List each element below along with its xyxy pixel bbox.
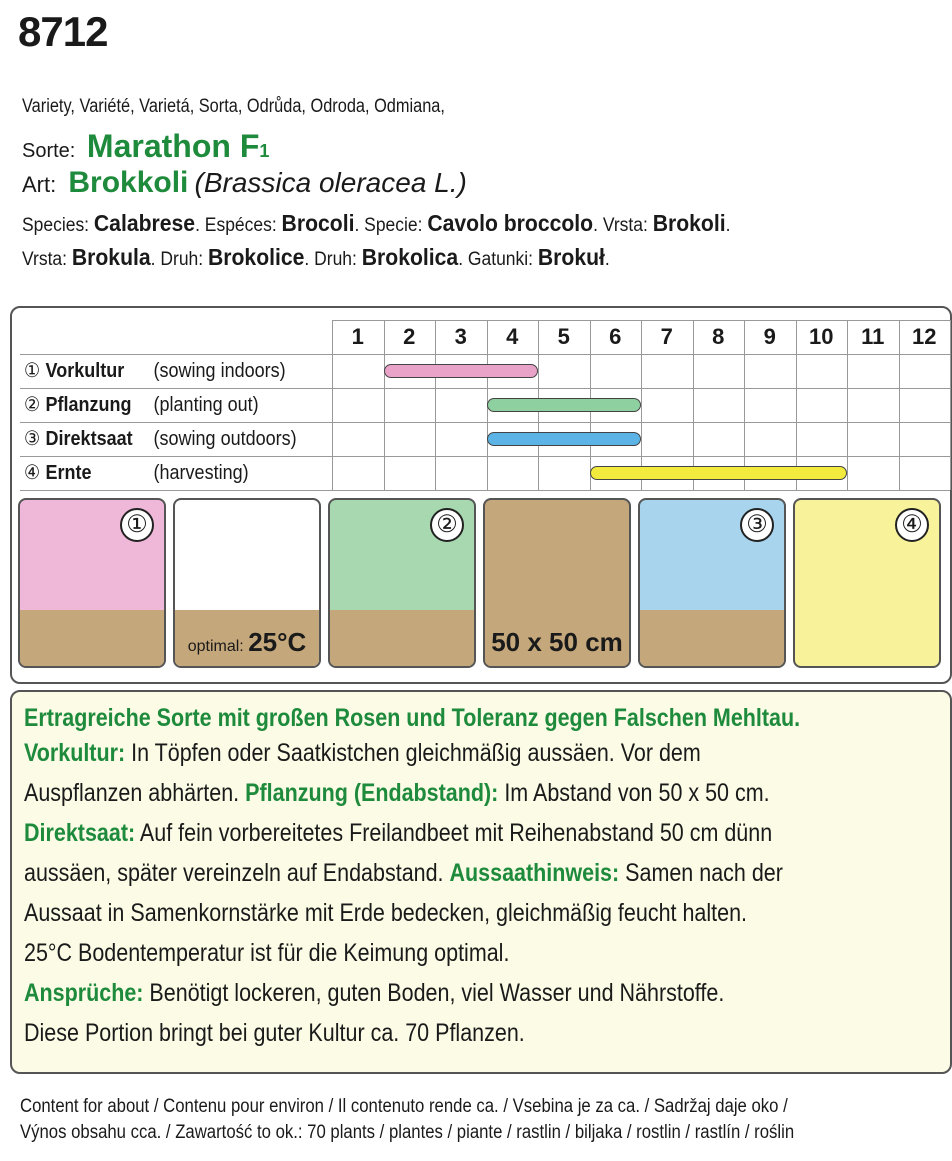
instructions-text: Diese Portion bringt bei guter Kultur ca. 70 Pflanzen. — [24, 1019, 525, 1047]
product-code: 8712 — [18, 8, 108, 55]
instructions-text: aussäen, später vereinzeln auf Endabstand. — [24, 859, 450, 887]
instructions-line — [24, 933, 820, 973]
calendar-row-translation: (harvesting) — [153, 462, 249, 484]
calendar-row-number: ② — [24, 394, 41, 416]
species-tail: . — [150, 249, 161, 270]
instructions-text: Samen nach der — [619, 859, 783, 887]
species-line-1 — [22, 210, 730, 237]
sorte-label: Sorte: — [22, 140, 76, 162]
species-tail: . — [593, 215, 603, 236]
instructions-line — [24, 733, 820, 773]
calendar-month: 8 — [712, 324, 725, 349]
species-name: Brokoli — [652, 210, 726, 236]
pictogram-card — [173, 498, 321, 668]
calendar-gridline — [20, 490, 950, 491]
calendar-month: 7 — [660, 324, 673, 349]
pictogram-card — [18, 498, 166, 668]
calendar-bar — [384, 364, 539, 378]
instructions-headline: Ertragreiche Sorte mit großen Rosen und Toleranz gegen Falschen Mehltau. — [24, 704, 801, 732]
sorte-line — [22, 128, 269, 165]
calendar-row-name: Direktsaat — [45, 428, 133, 450]
species-tail: . — [304, 249, 315, 270]
species-label: Vrsta: — [22, 249, 72, 270]
species-tail: . — [458, 249, 468, 270]
calendar-row-translation: (sowing indoors) — [153, 360, 286, 382]
instructions-text: Auf fein vorbereitetes Freilandbeet mit Reihenabstand 50 cm dünn — [135, 819, 773, 847]
art-label: Art: — [22, 172, 57, 197]
pictogram-card — [638, 498, 786, 668]
art-name: Brokkoli — [68, 166, 189, 199]
calendar-month: 1 — [351, 324, 364, 349]
calendar-month: 6 — [609, 324, 622, 349]
species-name: Brocoli — [281, 210, 355, 236]
art-latin: (Brassica oleracea L.) — [194, 167, 467, 198]
calendar-bar — [590, 466, 848, 480]
step-badge: ② — [430, 508, 464, 542]
species-name: Calabrese — [93, 210, 196, 236]
species-label: Species: — [22, 215, 94, 236]
art-line — [22, 166, 467, 200]
instructions-line — [24, 773, 820, 813]
instructions-line — [24, 813, 820, 853]
species-label: Druh: — [160, 249, 208, 270]
soil-layer — [330, 610, 474, 666]
calendar-row-number: ① — [24, 360, 41, 382]
calendar-bar — [487, 432, 642, 446]
instructions-text: Aussaat in Samenkornstärke mit Erde bedecken, gleichmäßig feucht halten. — [24, 899, 748, 927]
calendar-row-number: ③ — [24, 428, 41, 450]
soil-layer — [20, 610, 164, 666]
species-tail: . — [195, 215, 205, 236]
pictogram-label — [175, 627, 319, 658]
instructions-body — [24, 733, 950, 1053]
calendar-row-name: Ernte — [45, 462, 92, 484]
pictogram-card — [483, 498, 631, 668]
calendar-bar — [487, 398, 642, 412]
species-tail: . — [354, 215, 365, 236]
calendar-row-label — [24, 422, 297, 456]
instructions-keyword: Vorkultur: — [24, 739, 126, 767]
species-name: Brokolice — [207, 244, 305, 270]
calendar-row-translation: (planting out) — [153, 394, 259, 416]
species-label: Vrsta: — [602, 215, 653, 236]
content-footer — [20, 1094, 794, 1146]
calendar-row-translation: (sowing outdoors) — [153, 428, 297, 450]
calendar-row-number: ④ — [24, 462, 41, 484]
instructions-line — [24, 973, 820, 1013]
footer-line-2: Výnos obsahu cca. / Zawartość to ok.: 70 plants / plantes / piante / rastlin / biljaka / rostlin / rastlín / roślin — [20, 1122, 795, 1143]
instructions-box — [10, 690, 952, 1074]
calendar-gridline — [950, 320, 951, 490]
calendar-month: 3 — [454, 324, 467, 349]
instructions-text: In Töpfen oder Saatkistchen gleichmäßig aussäen. Vor dem — [125, 739, 701, 767]
instructions-keyword: Ansprüche: — [24, 979, 144, 1007]
instructions-keyword: Aussaathinweis: — [449, 859, 620, 887]
instructions-text: 25°C Bodentemperatur ist für die Keimung optimal. — [24, 939, 510, 967]
instructions-keyword: Direktsaat: — [24, 819, 136, 847]
instructions-text: Auspflanzen abhärten. — [24, 779, 246, 807]
species-name: Brokula — [71, 244, 151, 270]
step-badge: ④ — [895, 508, 929, 542]
step-badge: ③ — [740, 508, 774, 542]
sorte-sub: 1 — [259, 141, 270, 161]
pictogram-label-value: 50 x 50 cm — [491, 627, 623, 657]
instructions-line — [24, 1013, 820, 1053]
species-name: Cavolo broccolo — [427, 210, 594, 236]
pictogram-label-prefix: optimal: — [187, 638, 249, 655]
pictogram-label-value: 25°C — [248, 627, 307, 657]
pictogram-card — [328, 498, 476, 668]
species-line-2 — [22, 244, 610, 271]
calendar-month: 9 — [763, 324, 776, 349]
species-label: Espéces: — [204, 215, 282, 236]
instructions-text: Im Abstand von 50 x 50 cm. — [498, 779, 770, 807]
calendar-month: 12 — [912, 324, 937, 349]
calendar-month: 11 — [861, 324, 885, 349]
footer-line-1: Content for about / Contenu pour environ / Il contenuto rende ca. / Vsebina je za ca. / Sadržaj daje oko / — [20, 1096, 788, 1117]
species-name: Brokolica — [361, 244, 459, 270]
species-name: Brokuł — [537, 244, 605, 270]
sowing-calendar-panel — [10, 306, 952, 684]
soil-layer — [640, 610, 784, 666]
species-tail: . — [604, 249, 610, 270]
sorte-name: Marathon F — [86, 128, 260, 164]
species-label: Gatunki: — [467, 249, 538, 270]
instructions-keyword: Pflanzung (Endabstand): — [245, 779, 499, 807]
instructions-line — [24, 853, 820, 893]
calendar-month: 10 — [809, 324, 834, 349]
species-tail: . — [725, 215, 731, 236]
calendar-month: 2 — [403, 324, 416, 349]
calendar-month: 4 — [506, 324, 519, 349]
pictogram-card — [793, 498, 941, 668]
pictogram-label — [485, 627, 629, 658]
calendar-month: 5 — [557, 324, 570, 349]
calendar-row-label — [24, 354, 286, 388]
instructions-text: Benötigt lockeren, guten Boden, viel Wasser und Nährstoffe. — [143, 979, 725, 1007]
species-label: Specie: — [364, 215, 428, 236]
calendar-row-name: Vorkultur — [45, 360, 125, 382]
step-badge: ① — [120, 508, 154, 542]
calendar-row-label — [24, 456, 249, 490]
species-label: Druh: — [314, 249, 362, 270]
calendar-row-name: Pflanzung — [45, 394, 132, 416]
calendar-row-label — [24, 388, 259, 422]
variety-line: Variety, Variété, Varietá, Sorta, Odrůda, Odroda, Odmiana, — [22, 96, 445, 117]
instructions-line — [24, 893, 820, 933]
